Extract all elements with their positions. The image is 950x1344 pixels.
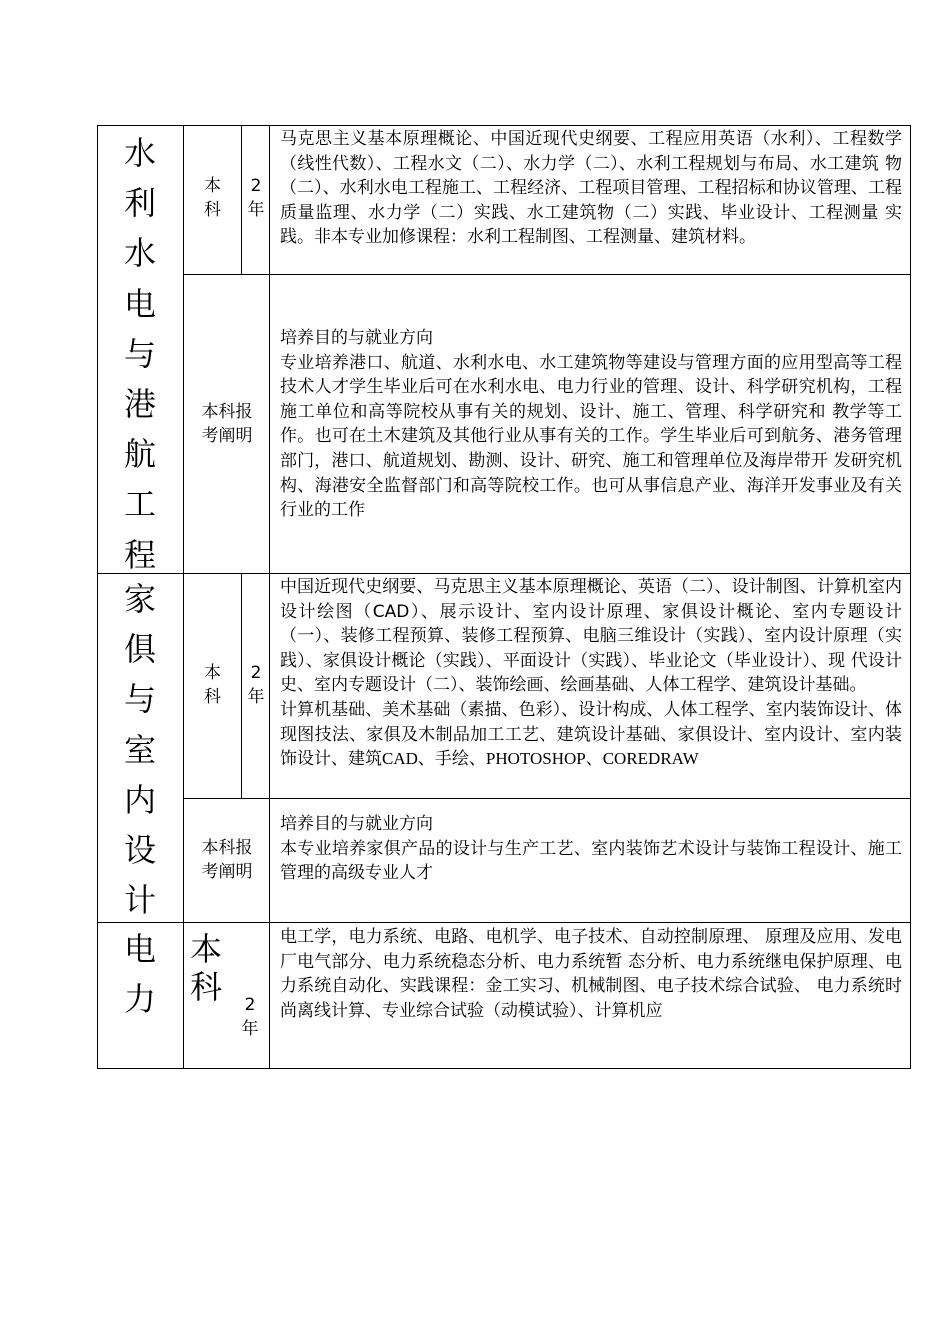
- exam-note-text: [280, 812, 902, 886]
- table-border-bottom: [97, 1068, 911, 1069]
- major-char: 内: [123, 780, 156, 819]
- years-label: 2 年: [247, 663, 265, 707]
- years-label: 2 年: [241, 995, 259, 1039]
- major-char: 力: [123, 980, 156, 1019]
- major-char: 程: [123, 535, 156, 574]
- row-divider-2-3: [97, 922, 911, 923]
- major-char: 航: [123, 435, 156, 474]
- major-char: 电: [123, 930, 156, 968]
- degree-label: 本 科: [204, 176, 221, 220]
- major-name-furniture-interior: [97, 574, 183, 925]
- major-char: 计: [123, 881, 156, 920]
- major-char: 俱: [123, 630, 156, 669]
- exam-note-text: [280, 326, 902, 523]
- courses-extra: 计算机基础、美术基础（素描、色彩）、设计构成、人体工程学、室内装饰设计、体现图技法、家俱及木制品加工工艺、建筑设计基础、家俱设计、室内设计、室内装饰设计、建筑CAD、手绘、PHOTOSHOP、COREDRAW: [280, 699, 902, 769]
- degree-label: 本 科: [204, 663, 221, 707]
- major-char: 设: [123, 831, 156, 870]
- column-divider-content: [269, 125, 270, 1069]
- major-name-electric-power: [97, 924, 183, 1024]
- note-body: 本专业培养家俱产品的设计与生产工艺、室内装饰艺术设计与装饰工程设计、施工管理的高级专业人才: [280, 838, 902, 884]
- row-divider-1-2: [97, 573, 911, 574]
- major-char: 家: [123, 580, 156, 618]
- major-char: 水: [123, 134, 156, 172]
- table-border-top: [97, 125, 911, 126]
- major-char: 电: [123, 284, 156, 323]
- note-title: 培养目的与就业方向: [280, 814, 433, 834]
- degree-label: 本 科: [190, 930, 223, 1006]
- note-body: 专业培养港口、航道、水利水电、水工建筑物等建设与管理方面的应用型高等工程技术人才学生毕业后可在水利水电、电力行业的管理、设计、科学研究机构，工程施工单位和高等院校从事有关的规划、设计、施工、管理、科学研究和 教学等工作。也可在土木建筑及其他行业从事有关的工作。学生毕业后可到航务、港务管理部门，港口、航道规划、勘测、设计、研究、施工和管理单位及海岸带开 发研究机构、海港安全监督部门和高等院校工作。也可从事信息产业、海洋开发事业及有关行业的工作: [280, 352, 902, 521]
- row-divider-1a: [183, 274, 911, 275]
- major-char: 与: [123, 334, 156, 373]
- major-char: 与: [123, 680, 156, 719]
- exam-note-label: 本科报 考阐明: [201, 838, 253, 882]
- major-char: 水: [123, 234, 156, 273]
- note-title: 培养目的与就业方向: [280, 328, 433, 348]
- row-divider-2a: [183, 798, 911, 799]
- courses-text: 电工学，电力系统、电路、电机学、电子技术、自动控制原理、 原理及应用、发电厂电气部分、电力系统稳态分析、电力系统暂 态分析、电力系统继电保护原理、电力系统自动化、实践课程：金工实习、机械制图、电子技术综合试验、 电力系统时尚离线计算、专业综合试验（动模试验）、计算机应: [280, 927, 902, 1021]
- major-char: 港: [123, 385, 156, 424]
- major-name-water-conservancy: [97, 128, 183, 580]
- major-char: 工: [123, 485, 156, 524]
- courses-text: 马克思主义基本原理概论、中国近现代史纲要、工程应用英语（水利）、工程数学（线性代数）、工程水文（二）、水力学（二）、水利工程规划与布局、水工建筑 物（二）、水利水电工程施工、工程经济、工程项目管理、工程招标和协议管理、工程质量监理、水力学（二）实践、水工建筑物（二）实践、毕业设计、工程测量 实践。非本专业加修课程：水利工程制图、工程测量、建筑材料。: [280, 129, 902, 248]
- major-char: 利: [123, 184, 156, 223]
- column-divider-major: [183, 125, 184, 1069]
- years-label: 2 年: [247, 176, 265, 220]
- table-border-right: [910, 125, 911, 1069]
- exam-note-label: 本科报 考阐明: [201, 402, 253, 446]
- courses-text: 中国近现代史纲要、马克思主义基本原理概论、英语（二）、设计制图、计算机室内设计绘图（CAD）、展示设计、室内设计原理、家俱设计概论、室内专题设计 （一）、装修工程预算、装修工程预算、电脑三维设计（实践）、室内设计原理（实践）、家俱设计概论（实践）、平面设计（实践）、毕业论文（毕业设计）、现 代设计史、室内专题设计（二）、装饰绘画、绘画基础、人体工程学、建筑设计基础。 计算机基础、美术基础（素描、色彩）、设计构成、人体工程学、室内装饰设计、体现图技法、家俱及木制品加工工艺、建筑设计基础、家俱设计、室内设计、室内装饰设计、建筑CAD、手绘、PHOTOSHOP、COREDRAW: [280, 575, 902, 772]
- major-char: 室: [123, 730, 156, 769]
